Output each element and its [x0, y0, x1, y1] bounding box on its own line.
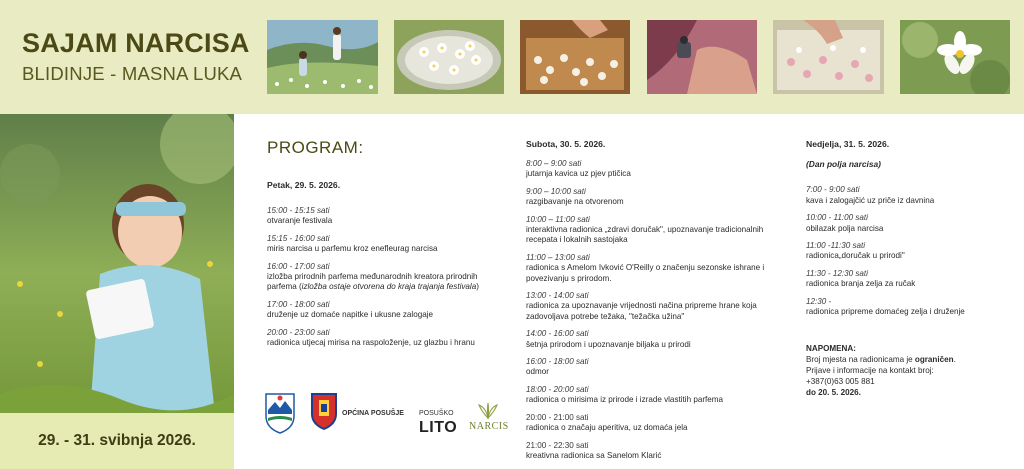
program-item	[267, 300, 497, 320]
program-item-desc: interaktivna radionica „zdravi doručak", upoznavanje tradicionalnih recepata i lokalnih sastojaka	[526, 225, 764, 245]
program-item	[526, 385, 791, 405]
sponsor-logos	[262, 392, 517, 437]
program-item-time: 15:15 - 16:00 sati	[267, 234, 330, 244]
posusko-lito-label-bottom: LITO	[419, 419, 458, 436]
program-item-time: 10:00 - 11:00 sati	[806, 213, 868, 223]
program-item-desc: radionica s Amelom Ivković O'Reilly o značenju sezonske ishrane i povezivanju s prirodom.	[526, 263, 765, 283]
program-item-time: 9:00 – 10:00 sati	[526, 187, 586, 197]
photo-meadow-walk	[267, 20, 378, 94]
day-heading: Petak, 29. 5. 2026.	[267, 180, 341, 190]
program-item	[267, 234, 497, 254]
event-location: BLIDINJE - MASNA LUKA	[22, 63, 243, 84]
photo-narcissus-basket	[394, 20, 504, 94]
registration-deadline: do 20. 5. 2026.	[806, 388, 861, 397]
program-item-time: 21:00 - 22:30 sati	[526, 440, 589, 450]
program-item	[526, 215, 791, 246]
program-item-desc: kreativna radionica sa Sanelom Klarić	[526, 451, 662, 461]
program-item	[267, 206, 497, 226]
program-item-time: 13:00 - 14:00 sati	[526, 291, 589, 301]
contact-phone: +387(0)63 005 881	[806, 377, 875, 386]
program-item-note: izložba ostaje otvorena do kraja trajanja festivala	[301, 282, 477, 292]
program-item-time: 8:00 – 9:00 sati	[526, 159, 582, 169]
day-heading: Subota, 30. 5. 2026.	[526, 139, 606, 149]
program-item	[806, 185, 1006, 205]
program-item-time: 11:00 -11:30 sati	[806, 241, 866, 251]
program-item	[526, 329, 791, 349]
posusko-lito-label-top: POSUŠKO	[419, 410, 454, 417]
program-item	[526, 357, 791, 377]
program-item	[526, 413, 791, 433]
photo-petals-tray	[773, 20, 884, 94]
program-item	[526, 159, 791, 179]
program-item-desc: izložba prirodnih parfema međunarodnih kreatora prirodnih parfema (izložba ostaje otvorena do kraja trajanja festivala)	[267, 272, 479, 292]
photo-perfume-bottle	[647, 20, 757, 94]
notice-block	[806, 343, 1006, 398]
program-item-desc: šetnja prirodom i upoznavanje biljaka u prirodi	[526, 339, 691, 349]
notice-contact-line: Prijave i informacije na kontakt broj:	[806, 366, 934, 375]
narcis-label: NARCIS	[469, 421, 509, 432]
program-item	[806, 269, 1006, 289]
program-item-desc: radionica o mirisima iz prirode i izrade vlastitih parfema	[526, 395, 724, 405]
program-item-desc: radionica utjecaj mirisa na raspoloženje, uz glazbu i hranu	[267, 338, 475, 348]
program-item-time: 7:00 - 9:00 sati	[806, 185, 860, 195]
program-item-time: 20:00 - 23:00 sati	[267, 328, 330, 338]
day-column-friday	[267, 180, 497, 356]
program-item-time: 14:00 - 16:00 sati	[526, 329, 589, 339]
day-heading: Nedjelja, 31. 5. 2026.	[806, 139, 890, 149]
program-title: PROGRAM:	[267, 138, 364, 157]
program-item-time: 20:00 - 21:00 sati	[526, 413, 589, 423]
opcina-posusje-label: OPĆINA POSUŠJE	[342, 410, 404, 417]
program-item	[526, 253, 791, 284]
program-item-time: 11:30 - 12:30 sati	[806, 269, 868, 279]
event-title: SAJAM NARCISA	[22, 28, 250, 58]
program-item	[526, 291, 791, 322]
program-item-time: 15:00 - 15:15 sati	[267, 206, 330, 216]
program-item-time: 12:30 -	[806, 297, 832, 307]
program-item	[806, 241, 1006, 261]
day-column-sunday	[806, 139, 1006, 325]
program-item-desc: radionica branja zelja za ručak	[806, 279, 916, 289]
program-item-time: 10:00 – 11:00 sati	[526, 215, 590, 225]
program-item-desc: razgibavanje na otvorenom	[526, 197, 624, 207]
program-item-desc: obilazak polja narcisa	[806, 223, 884, 233]
program-item-desc: odmor	[526, 367, 549, 377]
program-item-desc: kava i zalogajčić uz priče iz davnina	[806, 195, 935, 205]
day-column-saturday	[526, 139, 791, 469]
program-item-desc: jutarnja kavica uz pjev ptičica	[526, 169, 631, 179]
event-title-block	[22, 28, 250, 85]
program-item-desc: otvaranje festivala	[267, 216, 333, 226]
municipality-shield-logo	[264, 392, 296, 439]
program-item	[806, 213, 1006, 233]
photo-flowers-tray	[520, 20, 630, 94]
program-item	[806, 297, 1006, 317]
notice-title: NAPOMENA:	[806, 344, 856, 353]
program-item-desc: radionica o značaju aperitiva, uz domaća jela	[526, 423, 688, 433]
program-item-time: 16:00 - 17:00 sati	[267, 262, 330, 272]
program-item-time: 18:00 - 20:00 sati	[526, 385, 589, 395]
program-item-time: 16:00 - 18:00 sati	[526, 357, 589, 367]
program-item-desc: radionica za upoznavanje vrijednosti načina pripreme hrane koja zadovoljava potrebe težaka, "težačka užina"	[526, 301, 757, 321]
day-subheading: (Dan polja narcisa)	[806, 159, 881, 170]
program-item-desc: druženje uz domaće napitke i ukusne zalogaje	[267, 310, 434, 320]
opcina-posusje-coat-of-arms-logo	[310, 392, 338, 435]
program-item-desc: radionica pripreme domaćeg zelja i druženje	[806, 307, 965, 317]
program-item	[267, 262, 497, 293]
notice-limited-spots: Broj mjesta na radionicama je ograničen.	[806, 355, 956, 364]
photo-narcissus-closeup	[900, 20, 1010, 94]
program-item-desc: miris narcisa u parfemu kroz enefleurag narcisa	[267, 244, 438, 254]
hero-child-meadow-photo	[0, 114, 234, 469]
program-item	[526, 441, 791, 461]
program-item-time: 11:00 – 13:00 sati	[526, 253, 590, 263]
program-item	[267, 328, 497, 348]
event-dates-banner: 29. - 31. svibnja 2026.	[0, 413, 234, 469]
program-item-desc: radionica„doručak u prirodi"	[806, 251, 905, 261]
program-item-desc-text: izložba prirodnih parfema međunarodnih kreatora prirodnih parfema	[267, 272, 478, 292]
program-item-time: 17:00 - 18:00 sati	[267, 300, 330, 310]
program-item	[526, 187, 791, 207]
